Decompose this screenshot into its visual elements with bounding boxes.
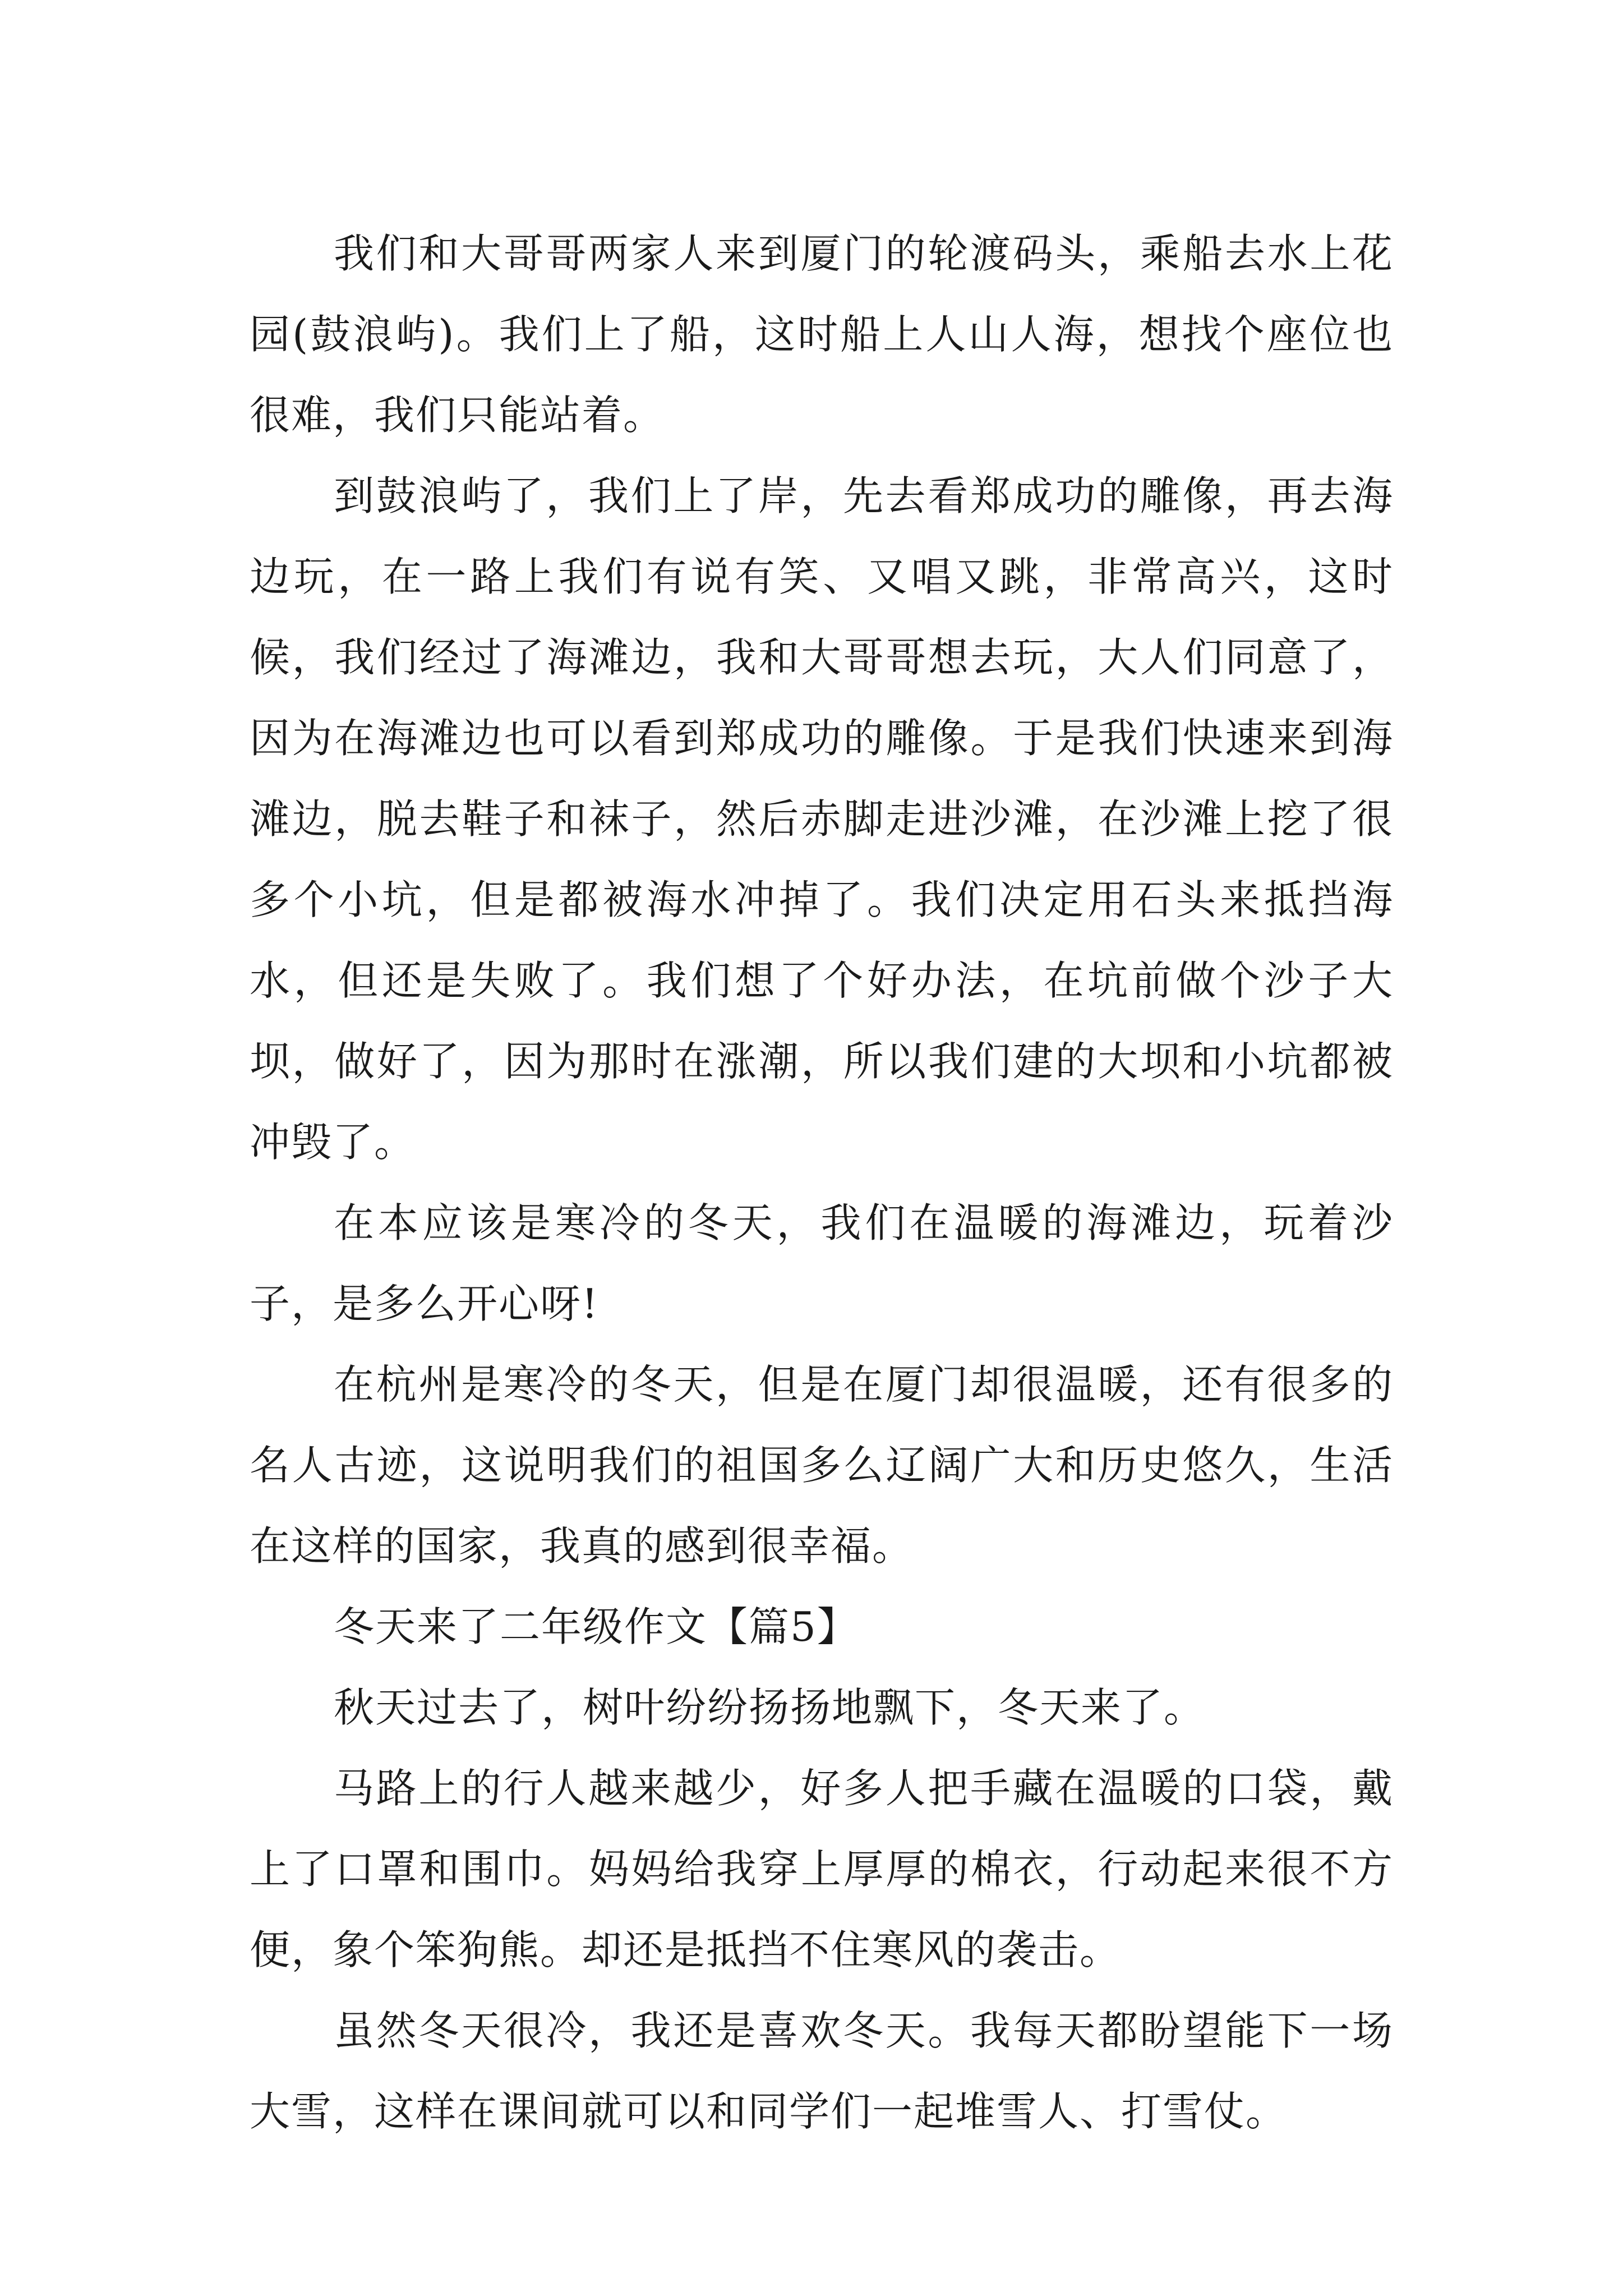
paragraph-hangzhou-xiamen: 在杭州是寒冷的冬天，但是在厦门却很温暖，还有很多的名人古迹，这说明我们的祖国多么辽阔广大和历史悠久，生活在这样的国家，我真的感到很幸福。 [250,1361,1394,1570]
paragraph-gulangyu-beach: 到鼓浪屿了，我们上了岸，先去看郑成功的雕像，再去海边玩，在一路上我们有说有笑、又唱又跳，非常高兴，这时候，我们经过了海滩边，我和大哥哥想去玩，大人们同意了，因为在海滩边也可以看到郑成功的雕像。于是我们快速来到海滩边，脱去鞋子和袜子，然后赤脚走进沙滩，在沙滩上挖了很多个小坑，但是都被海水冲掉了。我们决定用石头来抵挡海水，但还是失败了。我们想了个好办法，在坑前做个沙子大坝，做好了，因为那时在涨潮，所以我们建的大坝和小坑都被冲毁了。 [250,472,1394,1166]
paragraph-street-cold: 马路上的行人越来越少，好多人把手藏在温暖的口袋，戴上了口罩和围巾。妈妈给我穿上厚厚的棉衣，行动起来很不方便，象个笨狗熊。却还是抵挡不住寒风的袭击。 [250,1765,1394,1973]
paragraph-ferry: 我们和大哥哥两家人来到厦门的轮渡码头，乘船去水上花园(鼓浪屿)。我们上了船，这时船上人山人海，想找个座位也很难，我们只能站着。 [250,230,1394,439]
paragraph-like-winter: 虽然冬天很冷，我还是喜欢冬天。我每天都盼望能下一场大雪，这样在课间就可以和同学们一起堆雪人、打雪仗。 [250,2007,1394,2135]
paragraph-warm-winter: 在本应该是寒冷的冬天，我们在温暖的海滩边，玩着沙子，是多么开心呀! [250,1199,1394,1327]
paragraph-autumn-passed: 秋天过去了，树叶纷纷扬扬地飘下，冬天来了。 [334,1684,1206,1731]
document-body [250,213,1394,2152]
section-heading: 冬天来了二年级作文【篇5】 [334,1603,859,1650]
